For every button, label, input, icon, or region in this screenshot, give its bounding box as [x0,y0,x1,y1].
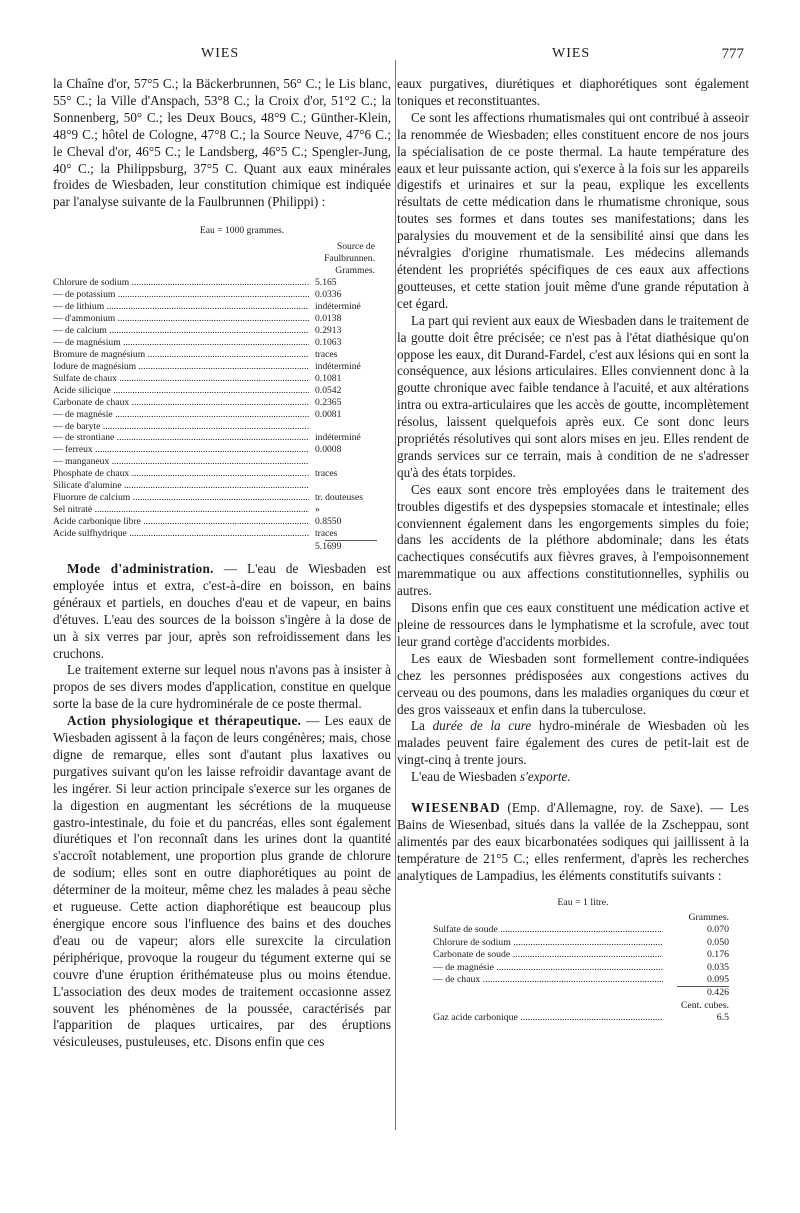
table-row-name: Sel nitraté ..... [53,504,309,516]
left-column [53,76,391,1051]
table-row-name: — d'ammonium ..... [53,313,309,325]
table-row-name: Chlorure de sodium ..... [53,277,309,289]
paragraph-mode [53,561,391,662]
table-row [433,962,733,974]
right-column [397,76,749,1031]
paragraph-action [53,713,391,1051]
paragraph-wiesenbad [397,800,749,885]
entry-heading-wiesenbad: WIESENBAD [411,800,501,816]
table-row [53,289,391,301]
table-row-name: Acide sulfhydrique ..... [53,528,309,540]
column-divider [395,60,396,1130]
running-header-right: WIES [552,46,591,61]
paragraph-traitement: Le traitement externe sur lequel nous n'avons pas à insister à propos de ses divers modes d'application, constitue en quelque sorte la base de la cure hydrominérale de ce poste thermal. [53,662,391,712]
table-row-name: — de lithium ..... [53,301,309,313]
table-row-name: Phosphate de chaux ..... [53,468,309,480]
duree-post: hydro-minérale de Wiesbaden où les malades peuvent faire également des cures de petit-lait est de vingt-cinq à trente jours. [397,718,749,768]
table-row-value: 0.0542 [315,384,342,396]
table-row-name: Sulfate de chaux ..... [53,373,309,385]
table-row-name: — de baryte ..... [53,421,309,433]
table-row [53,480,391,492]
table2-col-head: Grammes. [688,912,729,923]
table-row-value: indéterminé [315,300,361,312]
table-row-name: Acide carbonique libre ..... [53,516,309,528]
paragraph-rhumatismes: Ce sont les affections rhumatismales qui ont contribué à asseoir la renommée de Wiesbaden; elles constituent encore de nos jours la spécialisation de ce poste thermal. La haute température des eaux et leur puissante action, qui s'exerce à la fois sur les appareils digestifs et urinaires et sur la peau, explique les excellents résultats de cette médication dans le rhumatisme chronique, sous toutes ses formes et dans toutes ses manifestations; dans les paralysies du mouvement et de la sensibilité ainsi que dans les névralgies d'origine rhumatismale. Les médecins allemands étendent les propriétés spécifiques de ces eaux aux affections goutteuses, et cette station jouit même d'une grande réputation à cet égard. [397,109,749,311]
table-row-name: Acide silicique ..... [53,385,309,397]
table-row [53,313,391,325]
table-row [53,373,391,385]
table-row [53,385,391,397]
table-row [53,361,391,373]
duree-pre: La [411,718,433,734]
page-number: 777 [721,46,744,62]
table-row-name: Sulfate de soude ..... [433,924,663,936]
table-row [53,456,391,468]
table-row [433,937,733,949]
table-row-value: 0.0008 [315,444,342,456]
table-row-name: Chlorure de sodium ..... [433,937,663,949]
table2-rows [433,924,733,986]
table-col-head-3: Grammes. [335,265,375,277]
paragraph-continuation: eaux purgatives, diurétiques et diaphorétiques sont également toniques et reconstituantes. [397,76,749,108]
table-row-name: — de strontiane ..... [53,432,309,444]
table-row-value: 0.070 [706,924,729,936]
table-row-name: Fluorure de calcium ..... [53,492,309,504]
table-row-value: 0.1081 [315,372,342,384]
table2-gas-head: Cent. cubes. [680,999,729,1011]
table-col-head-2: Faulbrunnen. [324,253,375,265]
table-row [53,349,391,361]
export-pre: L'eau de Wiesbaden [411,769,520,785]
mode-text: — L'eau de Wiesbaden est employée intus et extra, c'est-à-dire en boisson, en bains généraux et partiels, en douches d'eau et de vapeur, en bains d'étuves. L'eau des sources de la boisson s'ingère à la dose de un à six verres par jour, après son refroidissement dans les cruchons. [53,560,391,661]
export-emphasis: s'exporte. [519,769,571,785]
table2-caption: Eau = 1 litre. [557,896,609,908]
table-row-value: 0.0081 [315,408,342,420]
table-row-value: 5.165 [315,277,337,289]
table-row [53,409,391,421]
table-row-name: — de magnésium ..... [53,337,309,349]
table-row [53,516,391,528]
table-row [433,974,733,986]
table-row-name: Bromure de magnésium ..... [53,349,309,361]
table-row-name: — de magnésie ..... [53,409,309,421]
table2-gas-row [433,1012,733,1024]
paragraph-contre-indications: Les eaux de Wiesbaden sont formellement contre-indiquées chez les personnes prédisposées aux congestions actives du cerveau ou des poumons, dans les maladies organiques du cœur et des gros vaisseaux et enfin dans la tuberculose. [397,650,749,717]
table-rows [53,277,391,540]
table-row [53,421,391,433]
table-row-value: traces [315,348,338,360]
table-row-name: — de magnésie ..... [433,962,663,974]
table-row-value: 0.176 [706,949,729,961]
table-row-value: 0.8550 [315,516,342,528]
section-heading-action: Action physiologique et thérapeutique. [67,713,302,729]
table-row-value: 0.2365 [315,396,342,408]
duree-emphasis: durée de la cure [432,718,532,734]
table-total-row [53,541,391,553]
table-row [53,444,391,456]
paragraph-duree [397,718,749,769]
table-row-value: traces [315,528,338,540]
paragraph-lymphatisme: Disons enfin que ces eaux constituent une médication active et pleine de ressources dans le lymphatisme et la scrofule, avec tout leur grand cortège d'accidents morbides. [397,600,749,649]
table-row [53,325,391,337]
table-row-name: Carbonate de soude ..... [433,949,663,961]
table2-gas-name: Gaz acide carbonique ..... [433,1012,663,1024]
analysis-table-faulbrunnen [53,225,391,553]
table-row-name: — ferreux ..... [53,444,309,456]
table-row-name: — manganeux ..... [53,456,309,468]
table-row [53,492,391,504]
table-row-value: indéterminé [315,360,361,372]
table-caption: Eau = 1000 grammes. [199,225,285,237]
analysis-table-wiesenbad [433,897,733,1025]
table-row-value: » [315,504,320,516]
table-row [53,528,391,540]
paragraph-sources: la Chaîne d'or, 57°5 C.; la Bäckerbrunnen, 56° C.; le Lis blanc, 55° C.; la Ville d'Anspach, 53°8 C.; la Croix d'or, 51°2 C.; la Sonnenberg, 50° C.; les Deux Boucs, 48°9 C.; Günther-Klein, 48°9 C.; hôtel de Cologne, 47°8 C.; la Source Neuve, 47°6 C.; le Cheval d'or, 46°5 C.; le Landsberg, 46°5 C.; Spengler-Jung, 40° C.; la Philippsburg, 37°5 C. Quant aux eaux minérales froides de Wiesbaden, leur constitution chimique est indiquée par l'analyse suivante de la Faulbrunnen (Philippi) : [53,76,391,210]
table-row [53,301,391,313]
table-row-value: traces [315,468,338,480]
table-row [53,468,391,480]
table-row-name: — de potassium ..... [53,289,309,301]
table-row-value: 0.2913 [315,324,342,336]
table2-gas-value: 6.5 [716,1012,729,1024]
table-row-name: Silicate d'alumine ..... [53,480,309,492]
table2-total-row [433,987,733,999]
table-row-value: 0.1063 [315,336,342,348]
paragraph-digestif: Ces eaux sont encore très employées dans le traitement des troubles digestifs et des dyspepsies stomacale et intestinale; elles conviennent également dans les engorgements simples du foie; dans les accidents de la pléthore abdominale; dans les états cachectiques consécutifs aux fièvres graves, à l'empoisonnement maremmatique ou aux affections constitutionnelles, syphilis ou autres. [397,481,749,599]
table-row [433,924,733,936]
table-row-value: 0.095 [706,974,729,986]
table-row [53,432,391,444]
action-text: — Les eaux de Wiesbaden agissent à la façon de leurs congénères; mais, chose digne de remarque, elles sont d'autant plus laxatives ou purgatives suivant qu'on les laisse refroidir davantage avant de les ingérer. Si leur action principale s'exerce sur les organes de la digestion en augmentant les sécrétions de la muqueuse gastro-intestinale, du foie et du pancréas, elles sont également diurétiques et l'on reconnaît dans les urines dont la quantité s'accroît notablement, une proportion plus grande de chlorure de sodium; elles sont en outre diaphorétiques au point de déterminer de la moiteur, même chez les malades à peau sèche et rugueuse. Cette action diaphorétique est beaucoup plus énergique encore sous l'influence des bains et des douches d'eau ou de vapeur; alors elle surexcite la circulation périphérique, provoque la rougeur du tégument externe qui se couvre d'une éruption érithémateuse plus ou moins étendue. L'association des deux modes de traitement occasionne assez souvent les phénomènes de la poussée, caractérisés par l'apparition de plaques urticaires, par des éruptions vésiculeuses, pustuleuses, etc. Disons enfin que ces [53,713,391,1050]
table-row-value: indéterminé [315,432,361,444]
running-header-left: WIES [201,46,240,61]
section-heading-mode: Mode d'administration. [67,560,214,576]
table-row [53,277,391,289]
table-row-name: Carbonate de chaux ..... [53,397,309,409]
table-row-name: Iodure de magnésium ..... [53,361,309,373]
paragraph-export [397,769,749,786]
table-row-name: — de chaux ..... [433,974,663,986]
table-row [53,504,391,516]
table-row-value: 0.050 [706,936,729,948]
table-total: 5.1699 [315,541,342,553]
table-row [53,397,391,409]
table-row-value: 0.035 [706,961,729,973]
table-col-head-1: Source de [336,241,375,253]
table-row-value: 0.0336 [315,289,342,301]
wiesenbad-text: (Emp. d'Allemagne, roy. de Saxe). — Les Bains de Wiesenbad, situés dans la vallée de la Zscheppau, sont alimentés par des eaux bicarbonatées sodiques qui jaillissent à la température de 21°5 C.; elles renferment, d'après les recherches analytiques de Lampadius, les éléments constitutifs suivants : [397,800,749,883]
table2-total: 0.426 [706,987,729,999]
table-row-value: 0.0138 [315,312,342,324]
paragraph-goutte: La part qui revient aux eaux de Wiesbaden dans le traitement de la goutte doit être précisée; ce n'est pas à l'état diathésique qu'on oppose les eaux, dit Durand-Fardel, c'est aux lésions qui en sont la conséquence, aux lésions articulaires. Elles conviennent donc à la goutte chronique avec faible tendance à l'acuité, et aux altérations intra ou extra-articulaires que les accès de goutte, incomplètement résolus, laissent quelquefois après eux. Ce sont donc leurs propriétés résolutives qui sont alors mises en jeu. Elles rendent de grands services sur ce terrain, mais à condition de ne s'adresser qu'à des états torpides. [397,312,749,480]
table-row-name: — de calcium ..... [53,325,309,337]
table-row-value: tr. douteuses [315,492,363,504]
table-row [433,949,733,961]
table-row [53,337,391,349]
